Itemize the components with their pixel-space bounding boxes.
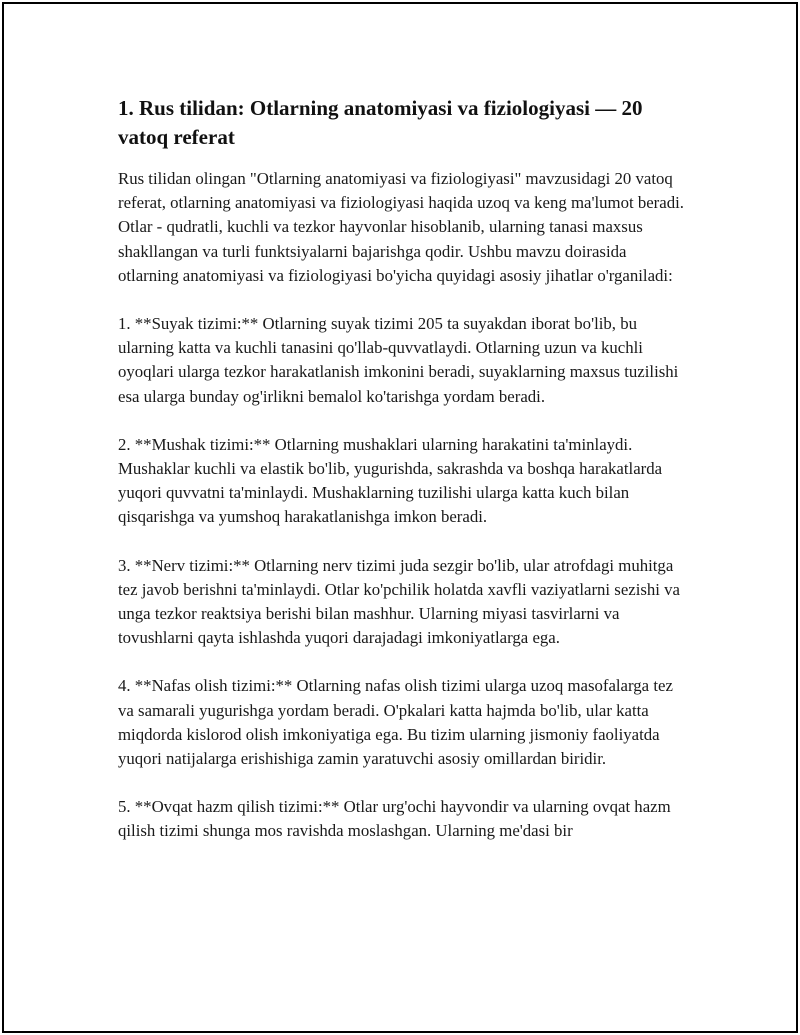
digestive-system-paragraph: 5. **Ovqat hazm qilish tizimi:** Otlar urg'ochi hayvondir va ularning ovqat hazm qilish tizimi shunga mos ravishda moslashgan. Ularning me'dasi bir (118, 797, 671, 841)
intro-paragraph: Rus tilidan olingan "Otlarning anatomiyasi va fiziologiyasi" mavzusidagi 20 vatoq referat, otlarning anatomiyasi va fiziologiyasi haqida uzoq va keng ma'lumot beradi. Otlar - qudratli, kuchli va tezkor hayvonlar hisoblanib, ularning tanasi maxsus shakllangan va turli funktsiyalarni bajarishga qodir. Ushbu mavzu doirasida otlarning anatomiyasi va fiziologiyasi bo'yicha quyidagi asosiy jihatlar o'rganiladi: (118, 169, 684, 285)
muscular-system-paragraph: 2. **Mushak tizimi:** Otlarning mushaklari ularning harakatini ta'minlaydi. Mushaklar kuchli va elastik bo'lib, yugurishda, sakrashda va boshqa harakatlarda yuqori quvvatni ta'minlaydi. Mushaklarning tuzilishi ularga katta kuch bilan qisqarishga va yumshoq harakatlanishga imkon beradi. (118, 434, 663, 527)
document-title: 1. Rus tilidan: Otlarning anatomiyasi va fiziologiyasi — 20 vatoq referat (118, 96, 643, 149)
nervous-system-paragraph: 3. **Nerv tizimi:** Otlarning nerv tizimi juda sezgir bo'lib, ular atrofdagi muhitga tez javob berishni ta'minlaydi. Otlar ko'pchilik holatda xavfli vaziyatlarni sezishi va unga tezkor reaktsiya berishi bilan mashhur. Ularning miyasi tasvirlarni va tovushlarni qayta ishlashda yuqori darajadagi imkoniyatlarga ega. (118, 555, 680, 648)
document-body (118, 94, 690, 868)
skeletal-system-paragraph: 1. **Suyak tizimi:** Otlarning suyak tizimi 205 ta suyakdan iborat bo'lib, bu ularning katta va kuchli tanasini qo'llab-quvvatlaydi. Otlarning uzun va kuchli oyoqlari ularga tezkor harakatlanish imkonini beradi, suyaklarning maxsus tuzilishi esa ularga bunday og'irlikni bemalol ko'tarishga yordam beradi. (118, 314, 679, 406)
respiratory-system-paragraph: 4. **Nafas olish tizimi:** Otlarning nafas olish tizimi ularga uzoq masofalarga tez va samarali yugurishga yordam beradi. O'pkalari katta hajmda bo'lib, ular katta miqdorda kislorod olish imkoniyatiga ega. Bu tizim ularning jismoniy faoliyatda yuqori natijalarga erishishiga zamin yaratuvchi asosiy omillardan biridir. (118, 676, 673, 769)
